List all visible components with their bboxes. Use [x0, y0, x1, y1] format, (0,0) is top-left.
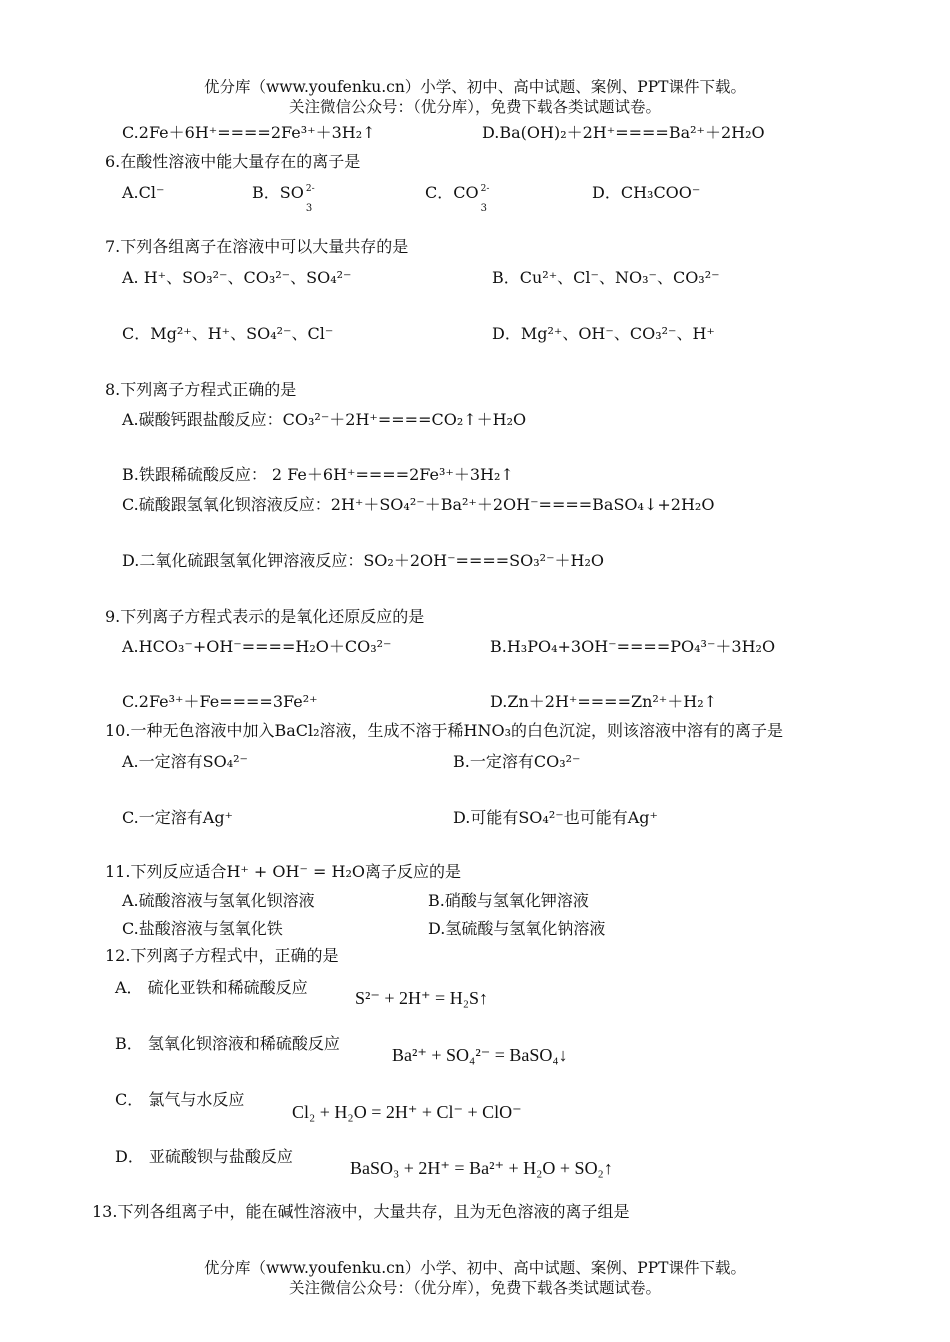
footer-line-1: 优分库（www.youfenku.cn）小学、初中、高中试题、案例、PPT课件下载。: [203, 1259, 747, 1277]
q5-option-c: C.2Fe＋6H⁺====2Fe³⁺＋3H₂↑: [122, 123, 376, 142]
q6-option-c: C．CO 2- 3: [425, 183, 490, 214]
q12-option-b-label: B． 氢氧化钡溶液和稀硫酸反应: [115, 1034, 340, 1053]
q12-option-b-equation: Ba²⁺ + SO₄²⁻ = BaSO₄↓: [392, 1045, 568, 1065]
q12-stem: 12.下列离子方程式中，正确的是: [105, 946, 339, 965]
q11-option-b: B.硝酸与氢氧化钾溶液: [428, 891, 589, 910]
q7-option-d: D．Mg²⁺、OH⁻、CO₃²⁻、H⁺: [492, 324, 715, 343]
q9-option-b: B.H₃PO₄+3OH⁻====PO₄³⁻＋3H₂O: [490, 637, 776, 656]
q8-stem: 8.下列离子方程式正确的是: [105, 380, 297, 399]
q9-option-d: D.Zn＋2H⁺====Zn²⁺＋H₂↑: [490, 692, 718, 711]
q13-stem: 13.下列各组离子中，能在碱性溶液中，大量共存，且为无色溶液的离子组是: [92, 1202, 630, 1221]
q12-option-a-label: A． 硫化亚铁和稀硫酸反应: [115, 978, 308, 997]
q7-option-b: B．Cu²⁺、Cl⁻、NO₃⁻、CO₃²⁻: [492, 268, 720, 287]
q10-option-c: C.一定溶有Ag⁺: [122, 808, 234, 827]
q7-option-c: C．Mg²⁺、H⁺、SO₄²⁻、Cl⁻: [122, 324, 334, 343]
footer-line-2: 关注微信公众号：（优分库），免费下载各类试题试卷。: [288, 1279, 661, 1297]
q11-stem: 11.下列反应适合H⁺ + OH⁻ = H₂O离子反应的是: [105, 862, 462, 881]
q10-option-d: D.可能有SO₄²⁻也可能有Ag⁺: [453, 808, 658, 827]
q6-option-d: D．CH₃COO⁻: [592, 183, 701, 202]
q11-option-d: D.氢硫酸与氢氧化钠溶液: [428, 919, 606, 938]
q9-option-c: C.2Fe³⁺＋Fe====3Fe²⁺: [122, 692, 318, 711]
q9-stem: 9.下列离子方程式表示的是氧化还原反应的是: [105, 607, 425, 626]
header-line-1: 优分库（www.youfenku.cn）小学、初中、高中试题、案例、PPT课件下载。: [203, 78, 747, 96]
q10-option-a: A.一定溶有SO₄²⁻: [122, 752, 248, 771]
q8-option-b: B.铁跟稀硫酸反应： 2 Fe＋6H⁺====2Fe³⁺＋3H₂↑: [122, 465, 514, 484]
q12-option-c-equation: Cl₂ + H₂O = 2H⁺ + Cl⁻ + ClO⁻: [292, 1102, 522, 1122]
q9-option-a: A.HCO₃⁻+OH⁻====H₂O＋CO₃²⁻: [122, 637, 392, 656]
q11-option-a: A.硫酸溶液与氢氧化钡溶液: [122, 891, 315, 910]
header-line-2: 关注微信公众号：（优分库），免费下载各类试题试卷。: [288, 98, 661, 116]
q12-option-a-equation: S²⁻ + 2H⁺ = H₂S↑: [355, 988, 488, 1008]
q7-option-a: A. H⁺、SO₃²⁻、CO₃²⁻、SO₄²⁻: [122, 268, 352, 287]
q12-option-d-equation: BaSO₃ + 2H⁺ = Ba²⁺ + H₂O + SO₂↑: [350, 1158, 613, 1178]
q12-option-c-label: C． 氯气与水反应: [115, 1090, 245, 1109]
q12-option-d-label: D． 亚硫酸钡与盐酸反应: [115, 1147, 293, 1166]
q8-option-c: C.硫酸跟氢氧化钡溶液反应：2H⁺＋SO₄²⁻＋Ba²⁺＋2OH⁻====BaSO₄↓+2H₂O: [122, 495, 715, 514]
q8-option-a: A.碳酸钙跟盐酸反应：CO₃²⁻＋2H⁺====CO₂↑＋H₂O: [122, 410, 527, 429]
q5-option-d: D.Ba(OH)₂＋2H⁺====Ba²⁺＋2H₂O: [482, 123, 765, 142]
q7-stem: 7.下列各组离子在溶液中可以大量共存的是: [105, 237, 409, 256]
q11-option-c: C.盐酸溶液与氢氧化铁: [122, 919, 283, 938]
q10-option-b: B.一定溶有CO₃²⁻: [453, 752, 581, 771]
q8-option-d: D.二氧化硫跟氢氧化钾溶液反应：SO₂＋2OH⁻====SO₃²⁻＋H₂O: [122, 551, 604, 570]
q6-option-a: A.Cl⁻: [122, 183, 165, 202]
q6-stem: 6.在酸性溶液中能大量存在的离子是: [105, 152, 361, 171]
q6-option-b: B．SO 2- 3: [252, 183, 315, 214]
q10-stem: 10.一种无色溶液中加入BaCl₂溶液，生成不溶于稀HNO₃的白色沉淀，则该溶液中溶有的离子是: [105, 721, 784, 740]
